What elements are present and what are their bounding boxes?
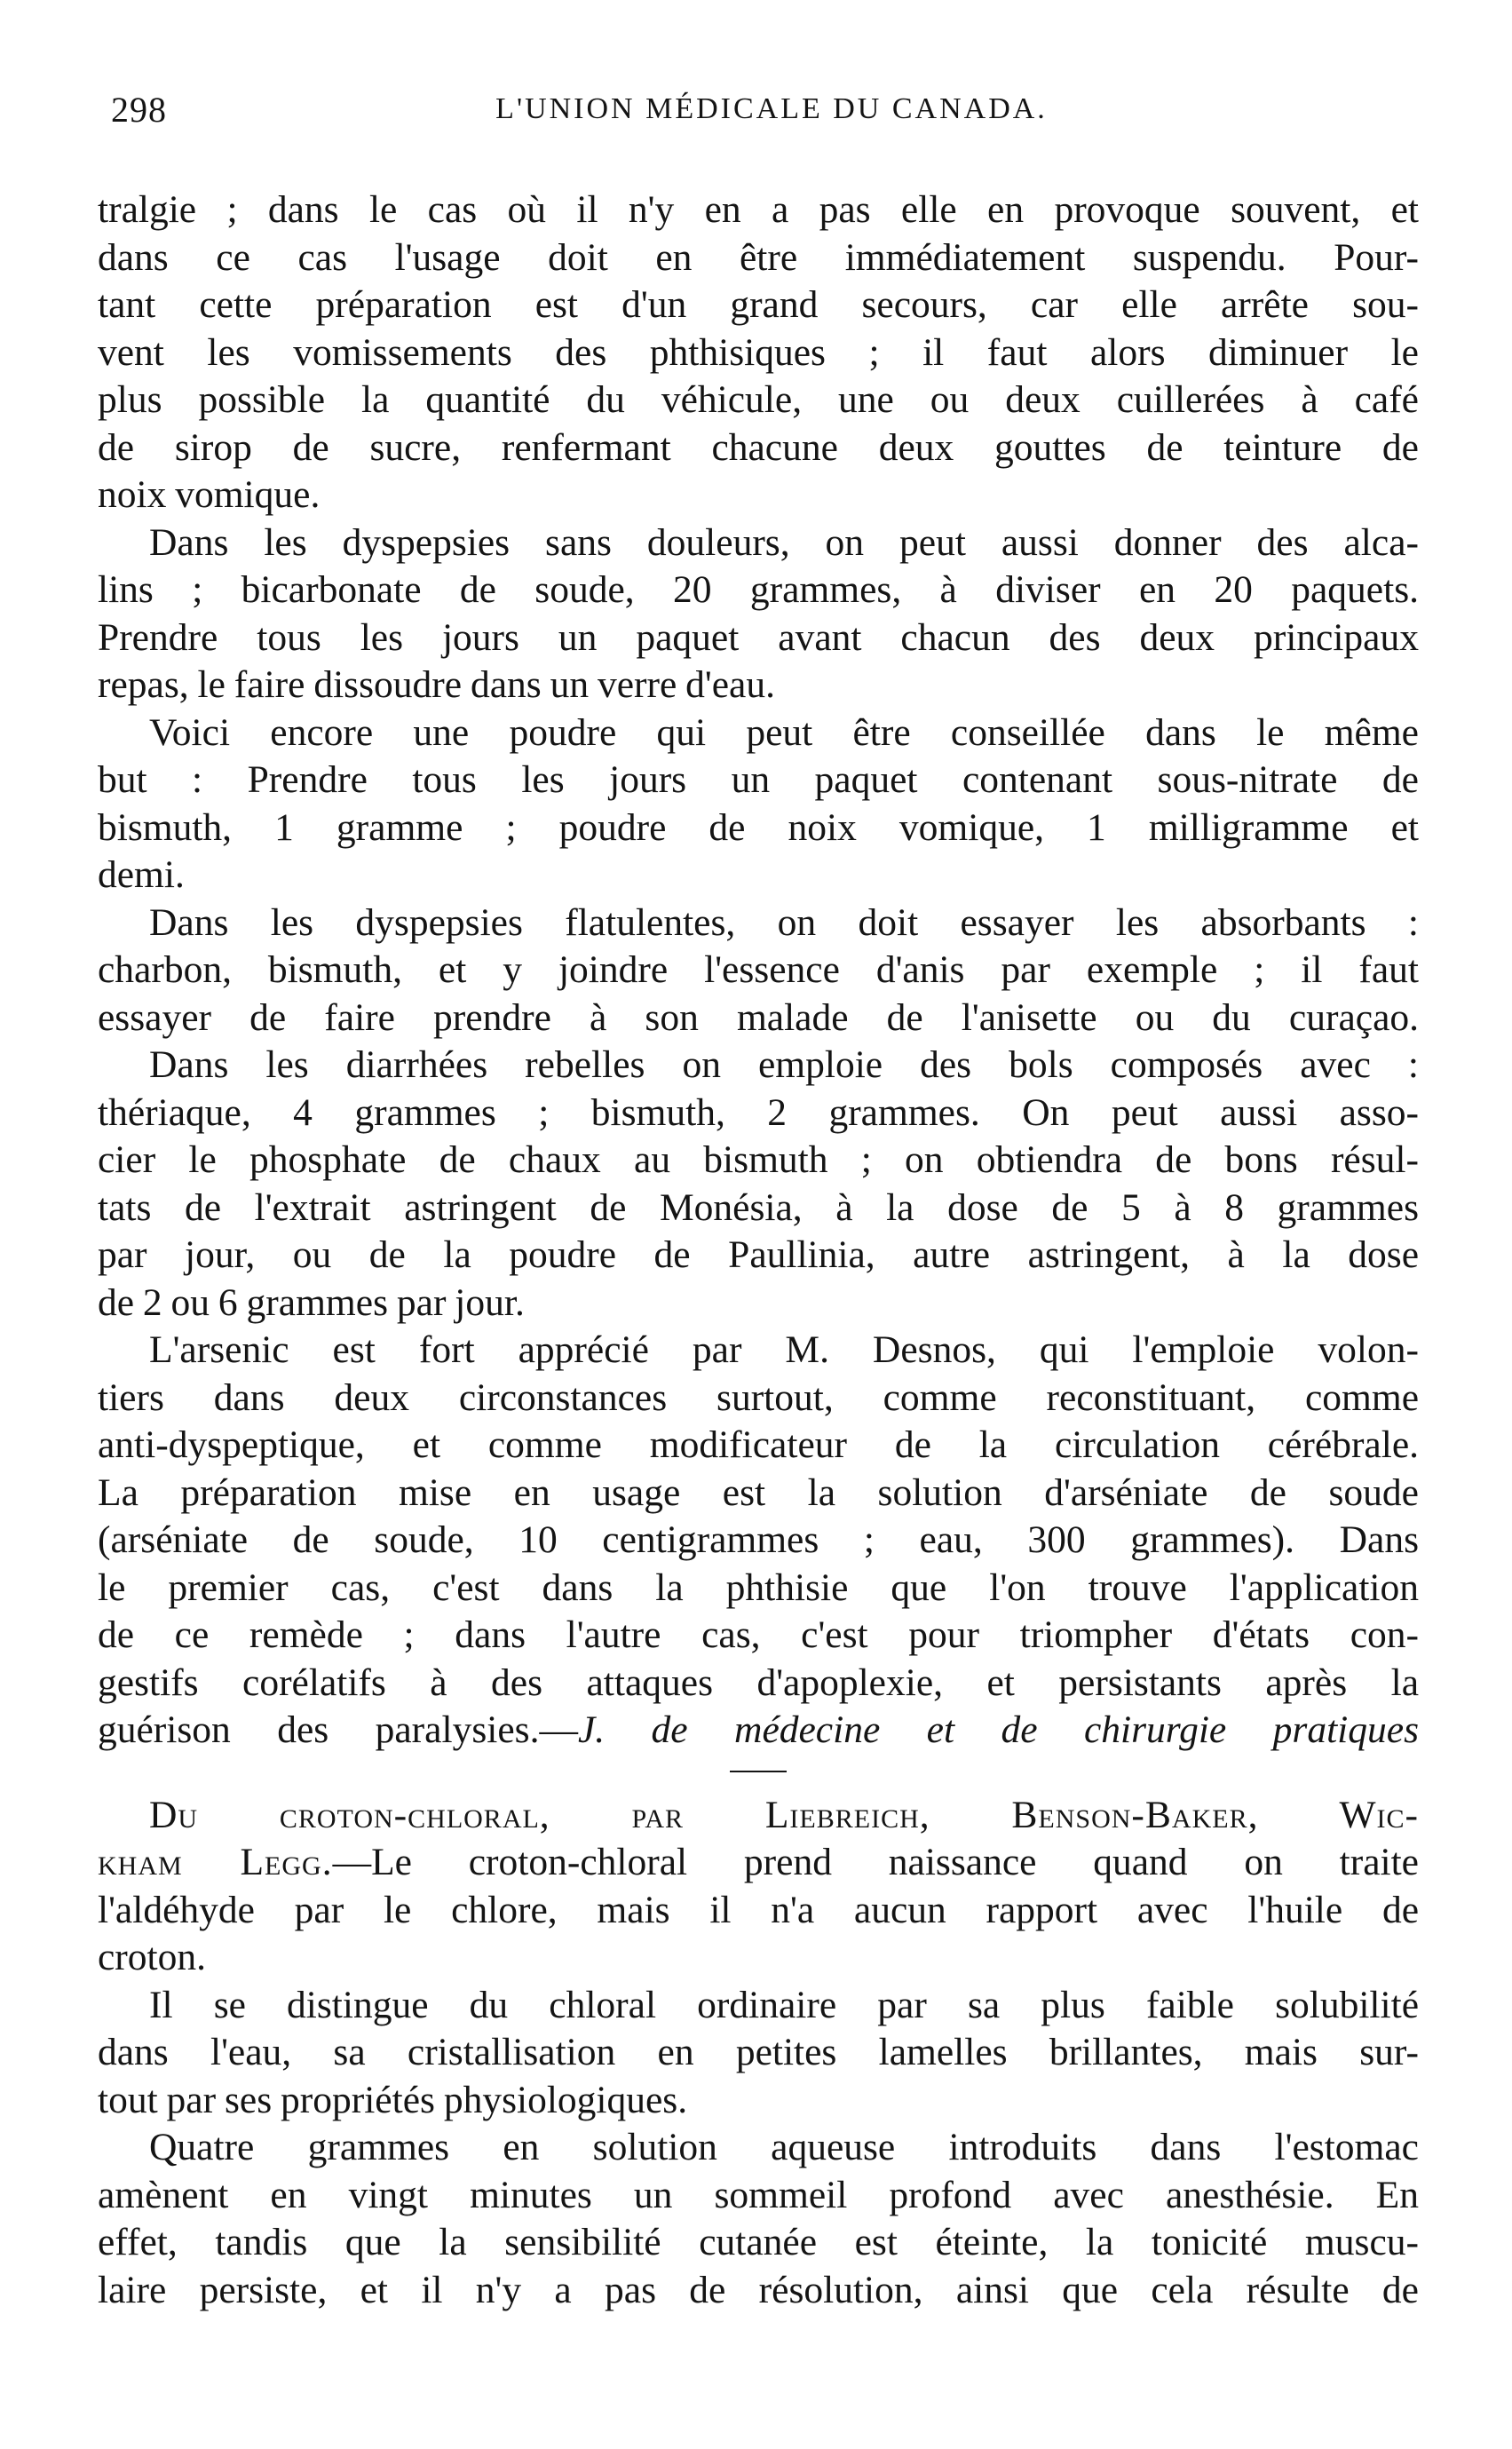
text-line: amènent en vingt minutes un sommeil profond avec anesthésie. En bbox=[98, 2173, 1419, 2216]
text-line: Prendre tous les jours un paquet avant chacun des deux principaux bbox=[98, 615, 1419, 659]
text-line: de 2 ou 6 grammes par jour. bbox=[98, 1280, 525, 1324]
text-line: de sirop de sucre, renfermant chacune deux gouttes de teinture de bbox=[98, 425, 1419, 469]
paragraph-start-line: Dans les dyspepsies flatulentes, on doit essayer les absorbants : bbox=[149, 900, 1419, 944]
text-line-with-source bbox=[98, 1707, 1419, 1755]
text-line: dans ce cas l'usage doit en être immédiatement suspendu. Pour- bbox=[98, 235, 1419, 279]
text-line: lins ; bicarbonate de soude, 20 grammes, à diviser en 20 paquets. bbox=[98, 568, 1419, 611]
text-line: (arséniate de soude, 10 centigrammes ; eau, 300 grammes). Dans bbox=[98, 1518, 1419, 1561]
text-line: effet, tandis que la sensibilité cutanée est éteinte, la tonicité muscu- bbox=[98, 2221, 1419, 2263]
journal-title: L'UNION MÉDICALE DU CANADA. bbox=[495, 92, 1048, 125]
text-line: demi. bbox=[98, 853, 185, 896]
paragraph-start-line: L'arsenic est fort apprécié par M. Desnos, qui l'emploie volon- bbox=[149, 1328, 1419, 1371]
text-line: essayer de faire prendre à son malade de l'anisette ou du curaçao. bbox=[98, 995, 1419, 1039]
text-line: laire persiste, et il n'y a pas de résolution, ainsi que cela résulte de bbox=[98, 2268, 1419, 2311]
text-line: dans l'eau, sa cristallisation en petites lamelles brillantes, mais sur- bbox=[98, 2031, 1419, 2073]
paragraph-start-line: Dans les dyspepsies sans douleurs, on peut aussi donner des alca- bbox=[149, 520, 1419, 564]
article-heading: Du croton-chloral, par Liebreich, Benson-Baker, Wic- bbox=[149, 1793, 1419, 1836]
text-line: le premier cas, c'est dans la phthisie que l'on trouve l'application bbox=[98, 1565, 1419, 1609]
source-citation: J. de médecine et de chirurgie pratiques bbox=[577, 1708, 1419, 1751]
text-line: anti-dyspeptique, et comme modificateur de la circulation cérébrale. bbox=[98, 1423, 1419, 1466]
article-heading-line bbox=[98, 1792, 1419, 1840]
section-divider bbox=[730, 1771, 787, 1772]
text-line: tiers dans deux circonstances surtout, comme reconstituant, comme bbox=[98, 1375, 1419, 1419]
text-line: vent les vomissements des phthisiques ; il faut alors diminuer le bbox=[98, 330, 1419, 374]
text-line: but : Prendre tous les jours un paquet contenant sous-nitrate de bbox=[98, 758, 1419, 801]
text-line: tralgie ; dans le cas où il n'y en a pas elle en provoque souvent, et bbox=[98, 188, 1419, 231]
text-line: repas, le faire dissoudre dans un verre d'eau. bbox=[98, 663, 775, 706]
text-line: cier le phosphate de chaux au bismuth ; on obtiendra de bons résul- bbox=[98, 1138, 1419, 1181]
text-line: tats de l'extrait astringent de Monésia, à la dose de 5 à 8 grammes bbox=[98, 1185, 1419, 1229]
text-fragment: —Le croton-chloral prend naissance quand on traite bbox=[332, 1841, 1419, 1883]
text-line: La préparation mise en usage est la solution d'arséniate de soude bbox=[98, 1470, 1419, 1514]
page bbox=[98, 89, 1419, 2314]
text-line bbox=[98, 1839, 1419, 1887]
text-line: plus possible la quantité du véhicule, une ou deux cuillerées à café bbox=[98, 378, 1419, 421]
paragraph-start-line: Dans les diarrhées rebelles on emploie des bols composés avec : bbox=[149, 1043, 1419, 1086]
paragraph-start-line: Voici encore une poudre qui peut être conseillée dans le même bbox=[149, 710, 1419, 754]
text-line: bismuth, 1 gramme ; poudre de noix vomique, 1 milligramme et bbox=[98, 805, 1419, 849]
article-body bbox=[98, 186, 1419, 1755]
article-heading-authors: kham Legg. bbox=[98, 1841, 333, 1883]
text-line: charbon, bismuth, et y joindre l'essence d'anis par exemple ; il faut bbox=[98, 948, 1419, 991]
text-line: thériaque, 4 grammes ; bismuth, 2 grammes. On peut aussi asso- bbox=[98, 1090, 1419, 1134]
text-line: gestifs corélatifs à des attaques d'apoplexie, et persistants après la bbox=[98, 1660, 1419, 1704]
text-line: tant cette préparation est d'un grand secours, car elle arrête sou- bbox=[98, 283, 1419, 326]
text-line: tout par ses propriétés physiologiques. bbox=[98, 2078, 688, 2121]
paragraph-start-line: Il se distingue du chloral ordinaire par sa plus faible solubilité bbox=[149, 1983, 1419, 2026]
page-number: 298 bbox=[111, 90, 167, 130]
text-line: par jour, ou de la poudre de Paullinia, autre astringent, à la dose bbox=[98, 1233, 1419, 1276]
text-line: noix vomique. bbox=[98, 473, 321, 516]
text-line: de ce remède ; dans l'autre cas, c'est pour triompher d'états con- bbox=[98, 1613, 1419, 1656]
text-line: l'aldéhyde par le chlore, mais il n'a aucun rapport avec l'huile de bbox=[98, 1888, 1419, 1931]
running-head bbox=[98, 89, 1419, 142]
paragraph-start-line: Quatre grammes en solution aqueuse introduits dans l'estomac bbox=[149, 2126, 1419, 2168]
text-fragment: guérison des paralysies.— bbox=[98, 1708, 578, 1751]
article-croton-chloral bbox=[98, 1792, 1419, 2315]
text-line: croton. bbox=[98, 1936, 207, 1978]
